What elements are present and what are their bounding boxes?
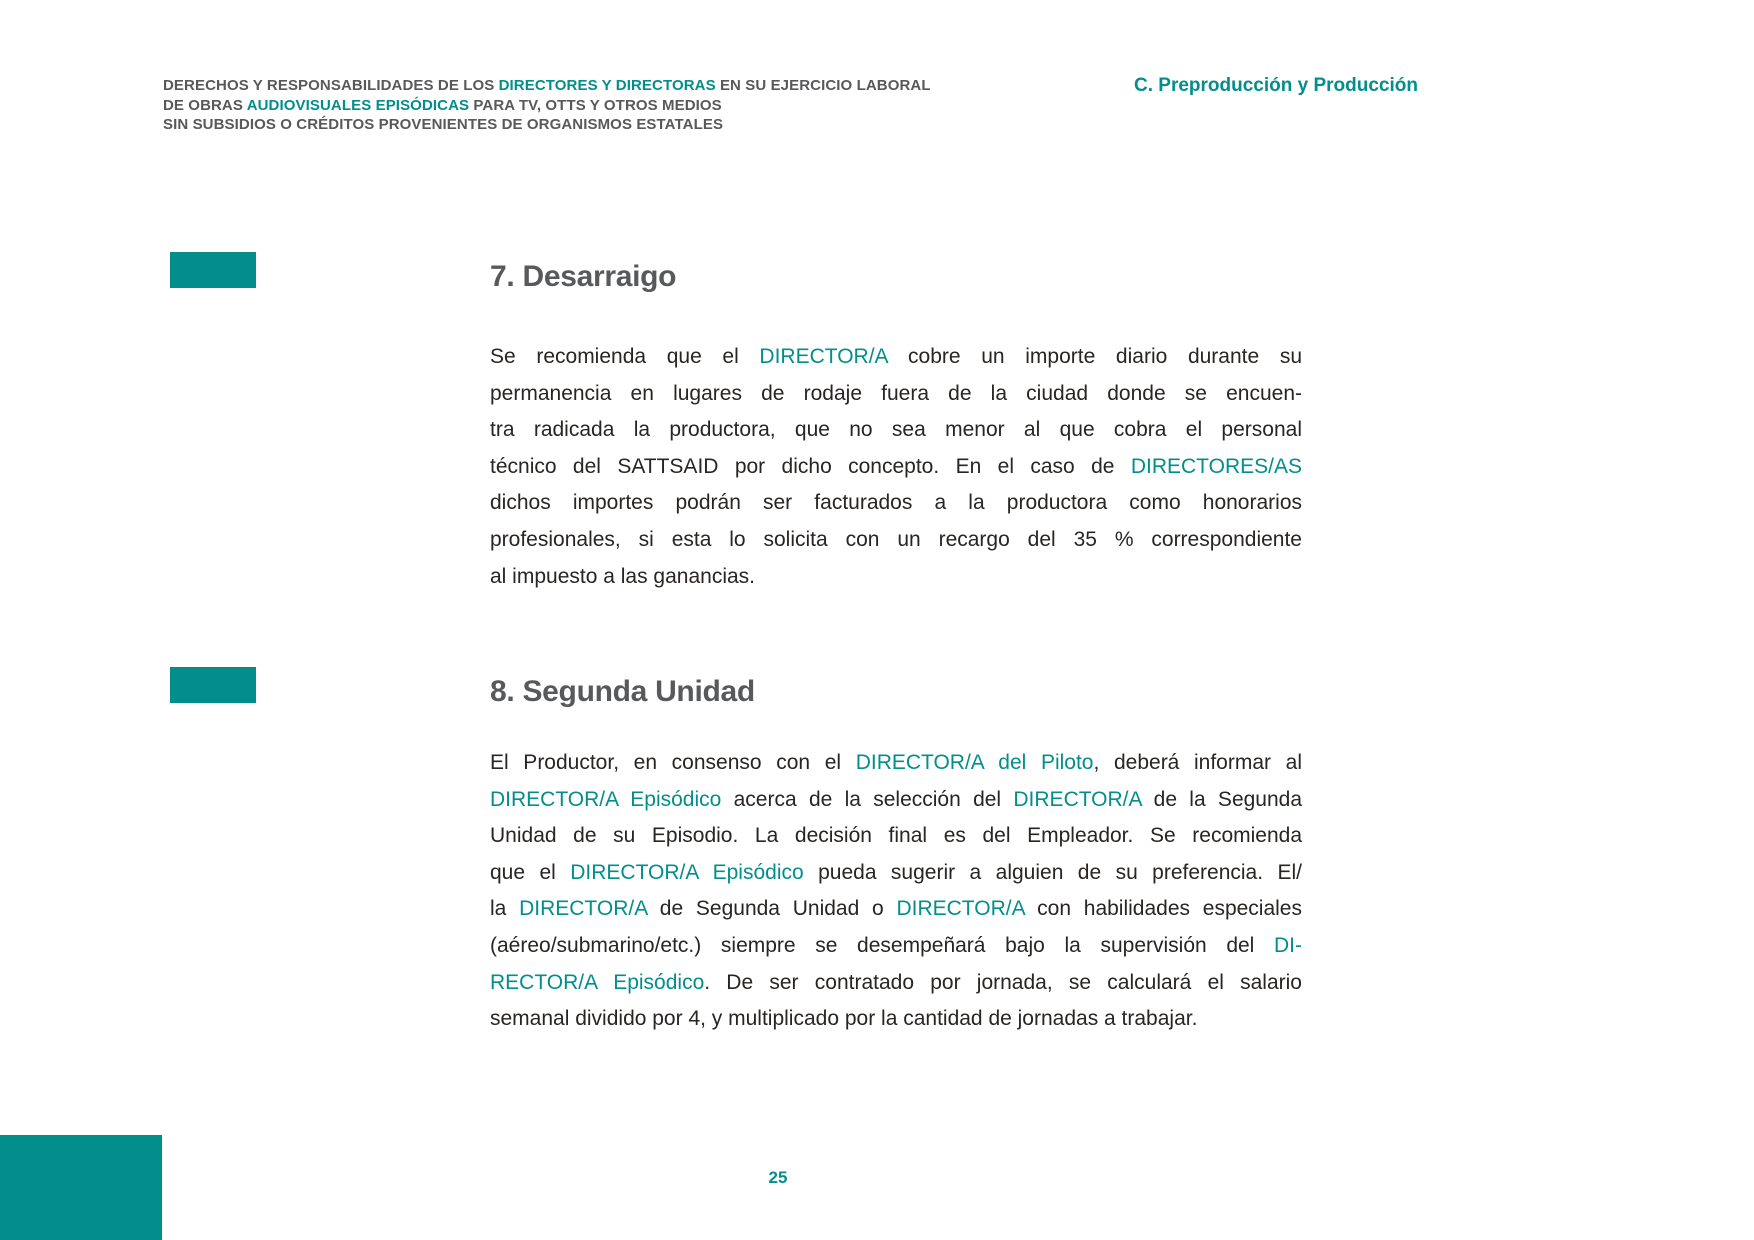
highlighted-term: DIRECTOR/A — [896, 897, 1025, 921]
text-line — [490, 891, 1302, 928]
text-line — [490, 559, 1302, 596]
text-segment: de la Segunda — [1141, 787, 1303, 811]
text-line — [490, 376, 1302, 413]
text-line — [163, 115, 931, 135]
highlighted-term: DIRECTOR/A Episódico — [490, 787, 722, 811]
section-7-marker — [170, 252, 256, 288]
text-segment: El Productor, en consenso con el — [490, 751, 856, 774]
text-segment: la — [490, 897, 520, 921]
text-segment: cobre un importe diario durante su — [887, 345, 1302, 368]
corner-decoration — [0, 1135, 162, 1240]
highlighted-term: DIRECTORES Y DIRECTORAS — [498, 77, 716, 94]
text-line — [490, 965, 1302, 1002]
text-line — [490, 449, 1302, 486]
text-segment: dichos importes podrán ser facturados a la productora como honorarios — [490, 491, 1302, 515]
text-segment: . De ser contratado por jornada, se calculará el salario — [704, 970, 1302, 994]
text-segment: de Segunda Unidad o — [647, 897, 897, 921]
text-line — [490, 928, 1302, 965]
text-segment: profesionales, si esta lo solicita con un recargo del 35 % correspondiente — [490, 527, 1302, 551]
highlighted-term: AUDIOVISUALES EPISÓDICAS — [246, 96, 470, 114]
text-segment: pueda sugerir a alguien de su preferencia. El/ — [803, 860, 1302, 884]
text-segment: con habilidades especiales — [1024, 897, 1302, 921]
text-segment: tra radicada la productora, que no sea menor al que cobra el personal — [490, 418, 1302, 442]
highlighted-term: DIRECTOR/A — [1013, 787, 1142, 811]
text-line — [490, 745, 1302, 782]
highlighted-term: DI- — [1274, 933, 1302, 957]
section-7-title: 7. Desarraigo — [490, 260, 677, 293]
text-line — [490, 855, 1302, 892]
text-segment: SIN SUBSIDIOS O CRÉDITOS PROVENIENTES DE ORGANISMOS ESTATALES — [163, 116, 724, 133]
text-line — [490, 339, 1302, 376]
text-segment: al impuesto a las ganancias. — [490, 564, 755, 588]
text-line — [490, 485, 1302, 522]
text-line — [163, 96, 931, 116]
highlighted-term: DIRECTOR/A — [759, 345, 888, 368]
text-segment: DE OBRAS — [163, 96, 247, 114]
text-segment: técnico del SATTSAID por dicho concepto. En el caso de — [490, 454, 1131, 478]
text-segment: DERECHOS Y RESPONSABILIDADES DE LOS — [163, 77, 499, 94]
text-segment: , deberá informar al — [1093, 751, 1303, 774]
text-segment: acerca de la selección del — [721, 787, 1014, 811]
section-8-title: 8. Segunda Unidad — [490, 675, 755, 708]
text-segment: que el — [490, 860, 571, 884]
text-line — [163, 76, 931, 96]
chapter-title: C. Preproducción y Producción — [1134, 75, 1418, 96]
highlighted-term: DIRECTORES/AS — [1130, 454, 1302, 478]
text-line — [490, 782, 1302, 819]
running-header — [163, 76, 931, 135]
highlighted-term: DIRECTOR/A — [519, 897, 648, 921]
text-line — [490, 1001, 1302, 1038]
section-7-paragraph — [490, 339, 1302, 595]
section-8-paragraph — [490, 745, 1302, 1038]
text-line — [490, 522, 1302, 559]
text-segment: EN SU EJERCICIO LABORAL — [715, 77, 931, 94]
text-segment: PARA TV, OTTS Y OTROS MEDIOS — [469, 96, 722, 114]
text-segment: semanal dividido por 4, y multiplicado por la cantidad de jornadas a trabajar. — [490, 1007, 1198, 1031]
text-segment: (aéreo/submarino/etc.) siempre se desempeñará bajo la supervisión del — [490, 933, 1274, 957]
text-segment: permanencia en lugares de rodaje fuera de la ciudad donde se encuen- — [490, 381, 1302, 405]
page-number: 25 — [768, 1168, 788, 1187]
highlighted-term: DIRECTOR/A del Piloto — [855, 751, 1094, 774]
text-segment: Se recomienda que el — [490, 345, 760, 368]
highlighted-term: RECTOR/A Episódico — [490, 970, 705, 994]
text-line — [490, 412, 1302, 449]
text-segment: Unidad de su Episodio. La decisión final es del Empleador. Se recomienda — [490, 824, 1302, 848]
highlighted-term: DIRECTOR/A Episódico — [570, 860, 804, 884]
text-line — [490, 818, 1302, 855]
section-8-marker — [170, 667, 256, 703]
